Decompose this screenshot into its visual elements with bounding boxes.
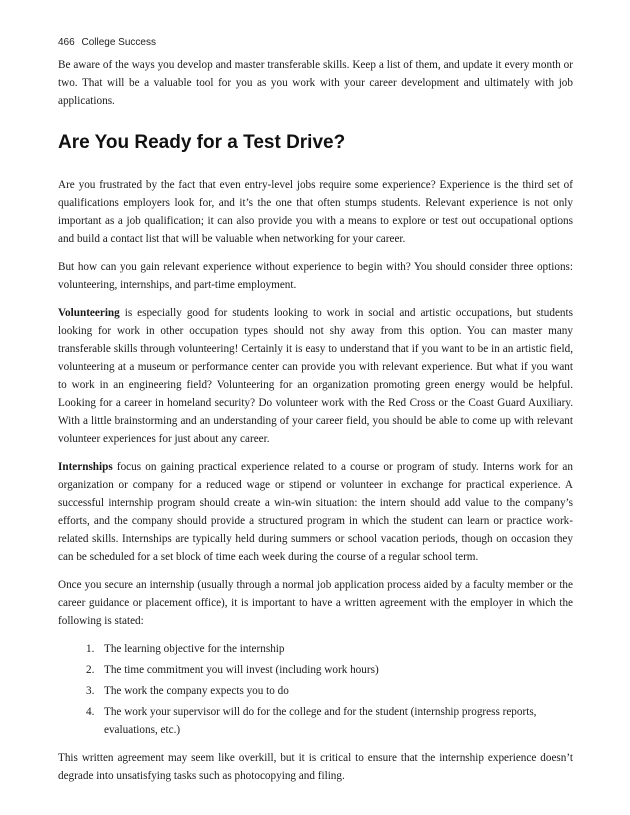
paragraph-three-options: But how can you gain relevant experience without experience to begin with? You should consider three options: volunteering, internships, and part-time employment.	[58, 261, 573, 291]
paragraph-volunteering	[58, 304, 573, 448]
list-item-number: 3.	[86, 685, 95, 697]
section-heading: Are You Ready for a Test Drive?	[58, 132, 346, 153]
internships-term: Internships	[58, 461, 113, 473]
agreement-terms-list	[58, 640, 573, 739]
list-item-number: 1.	[86, 643, 95, 655]
paragraph-written-agreement: Once you secure an internship (usually through a normal job application process aided by a faculty member or the career guidance or placement office), it is important to have a written agreement with the employer in which the following is stated:	[58, 579, 573, 627]
page-number: 466	[58, 37, 75, 48]
section-body	[58, 176, 573, 795]
list-item-text: The work the company expects you to do	[104, 685, 289, 697]
volunteering-text: is especially good for students looking to work in social and artistic occupations, but students looking for work in other occupation types should not shy away from this option. You can master many transferable skills through volunteering! Certainly it is easy to understand that if you want to be in an artistic field, volunteering at a museum or performance center can provide you with relevant experience. But what if you want to work in an engineering field? Volunteering for an organization promoting green energy would be helpful. Looking for a career in homeland security? Do volunteer work with the Red Cross or the Coast Guard Auxiliary. With a little brainstorming and an understanding of your career field, you should be able to come up with relevant volunteer experiences for just about any career.	[58, 307, 573, 445]
internships-text: focus on gaining practical experience related to a course or program of study. Interns work for an organization or company for a reduced wage or stipend or volunteer in exchange for practical experience. A successful internship program should create a win-win situation: the intern should add value to the company’s efforts, and the company should provide a structured program in which the student can learn or practice work-related skills. Internships are typically held during summers or school vacation periods, though on occasion they can be scheduled for a set block of time each week during the course of a regular school term.	[58, 461, 573, 563]
paragraph-experience: Are you frustrated by the fact that even entry-level jobs require some experience? Experience is the third set of qualifications employers look for, and it’s the one that often stumps students. Relevant experience is not only important as a job qualification; it can also provide you with a means to explore or test out occupational options and build a contact list that will be valuable when networking for your career.	[58, 179, 573, 245]
paragraph-conclusion: This written agreement may seem like overkill, but it is critical to ensure that the internship experience doesn’t degrade into unsatisfying tasks such as photocopying and filing.	[58, 752, 573, 782]
running-header	[58, 37, 156, 48]
volunteering-term: Volunteering	[58, 307, 120, 319]
list-item	[86, 661, 573, 679]
list-item-number: 4.	[86, 706, 95, 718]
list-item	[86, 640, 573, 658]
intro-paragraph: Be aware of the ways you develop and master transferable skills. Keep a list of them, and update it every month or two. That will be a valuable tool for you as you work with your career development and ultimately with job applications.	[58, 59, 573, 107]
list-item	[86, 703, 573, 739]
book-title: College Success	[81, 37, 156, 48]
list-item-text: The time commitment you will invest (including work hours)	[104, 664, 379, 676]
list-item-text: The work your supervisor will do for the college and for the student (internship progress reports, evaluations, etc.)	[104, 706, 537, 736]
list-item-number: 2.	[86, 664, 95, 676]
paragraph-internships	[58, 458, 573, 566]
list-item-text: The learning objective for the internship	[104, 643, 285, 655]
list-item	[86, 682, 573, 700]
